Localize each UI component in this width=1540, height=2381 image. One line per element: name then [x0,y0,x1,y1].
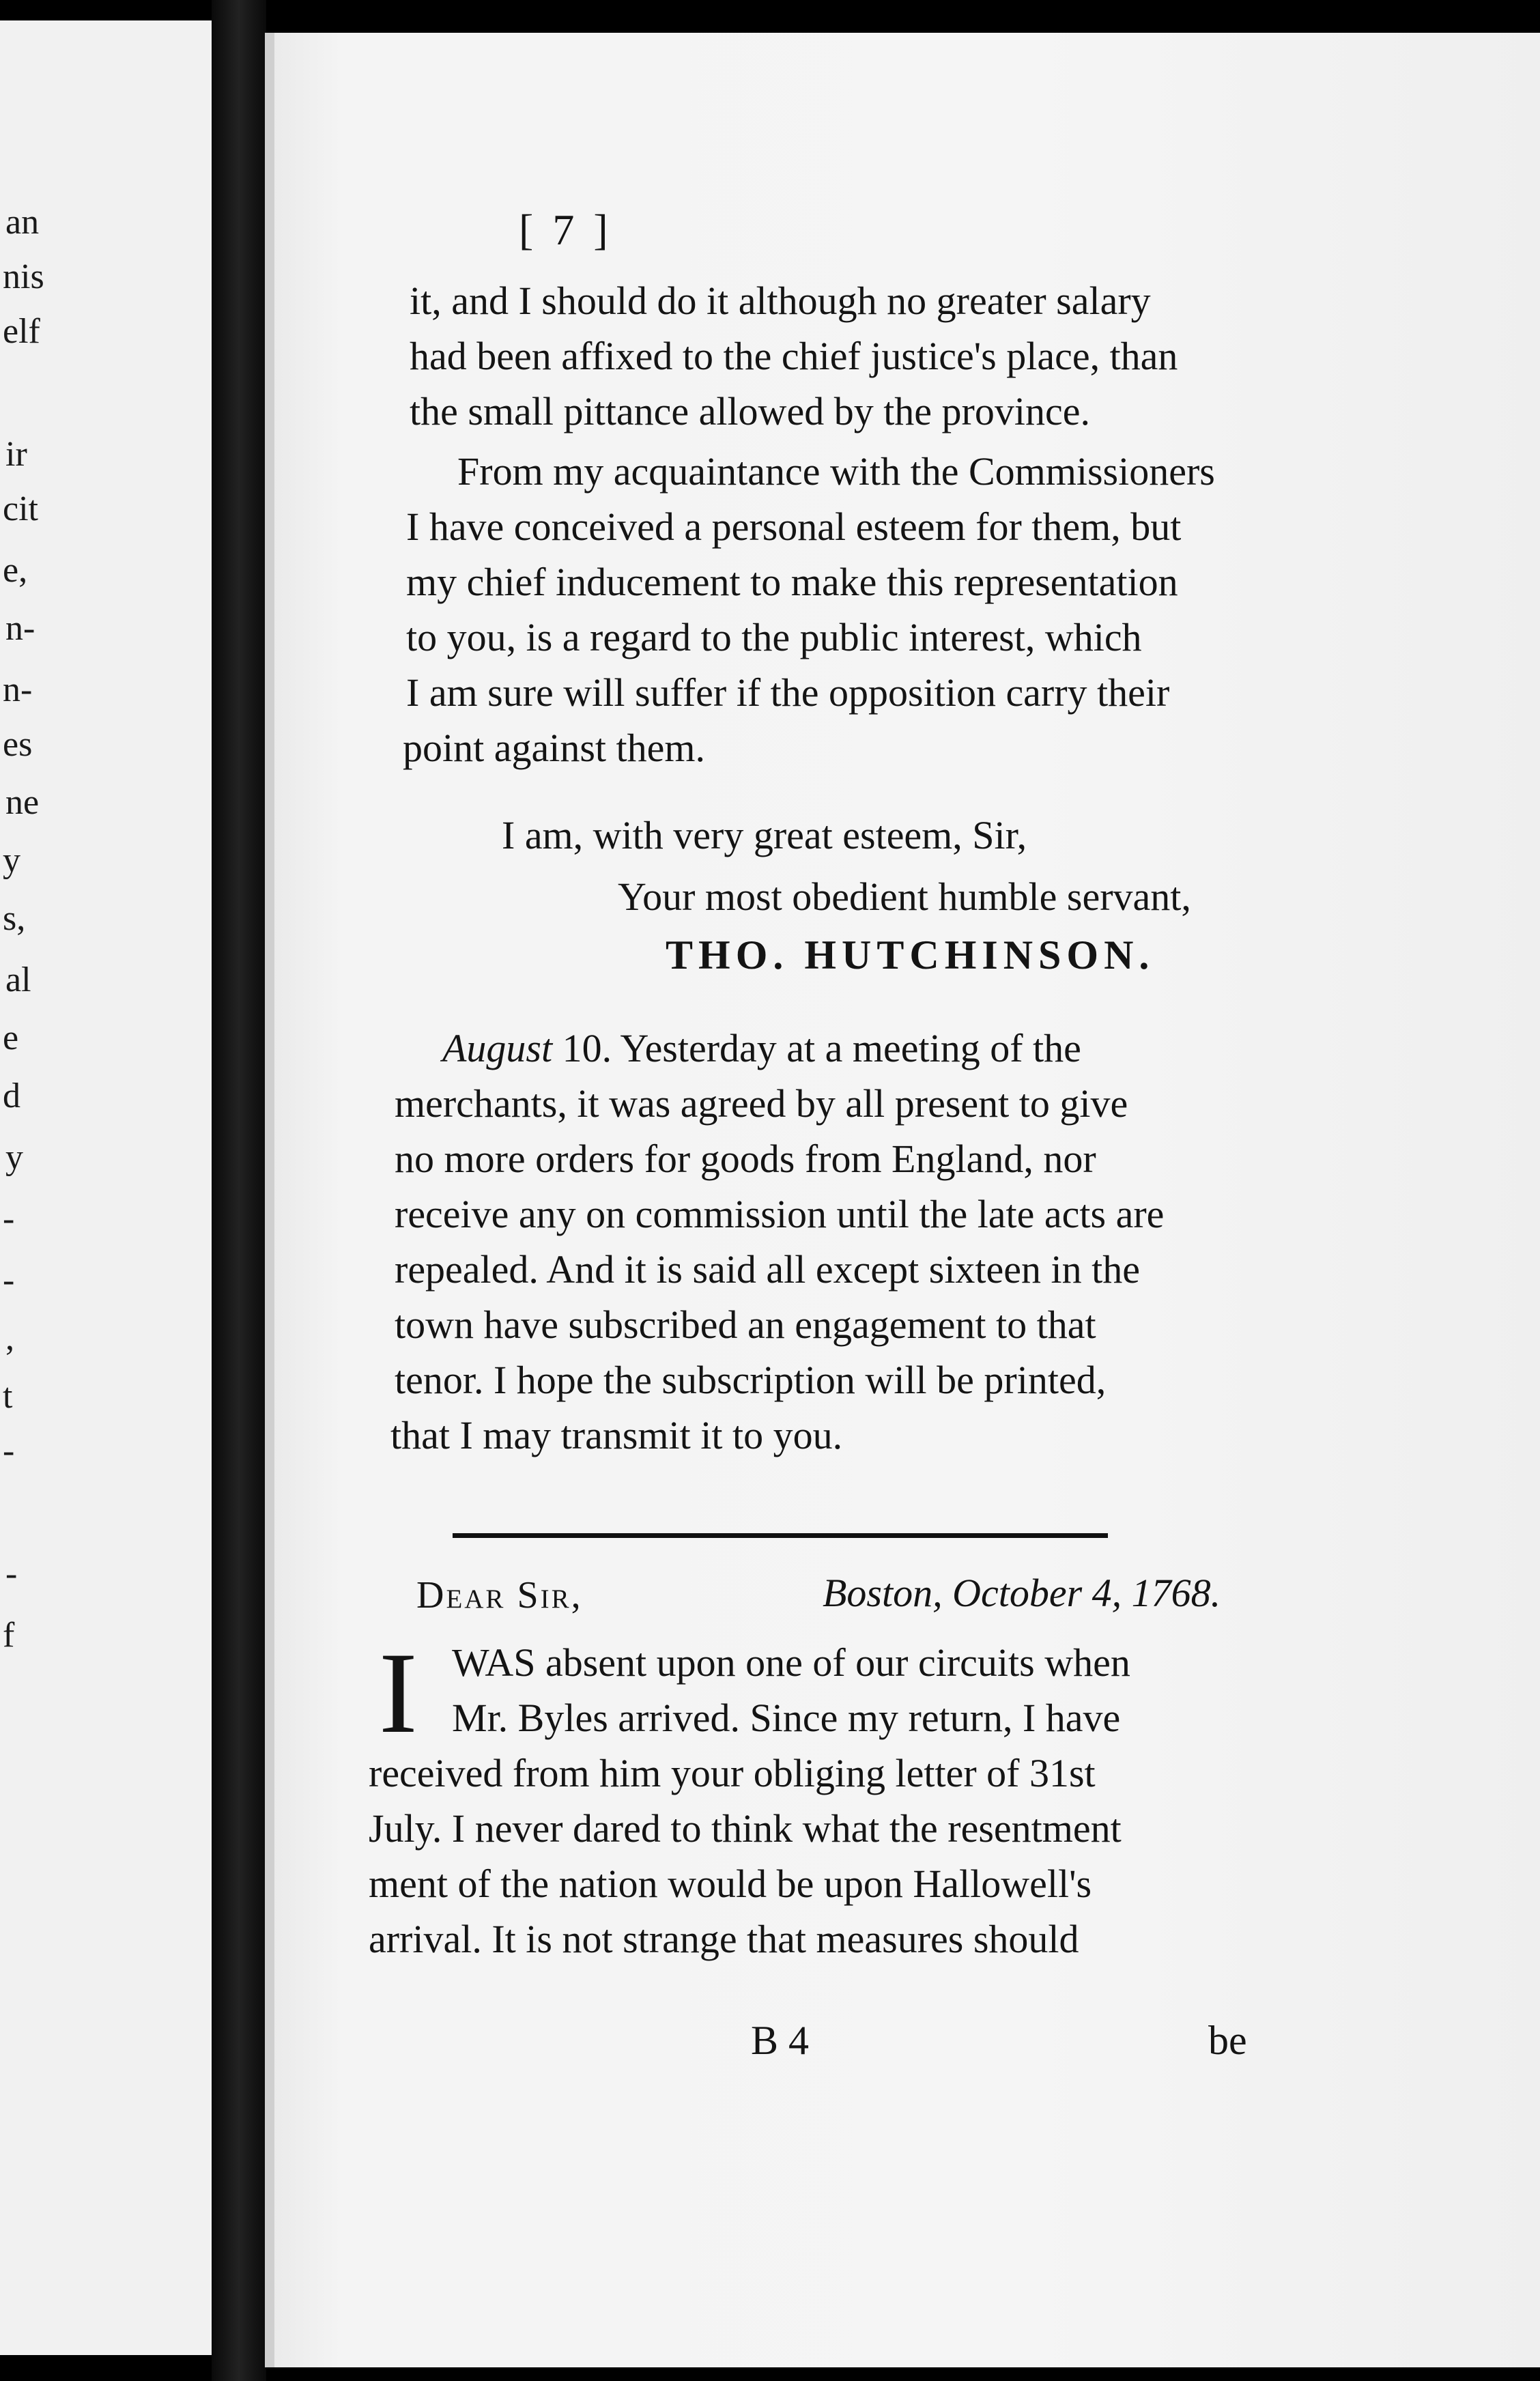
paragraph-commissioners [137,444,1297,775]
text-line: had been affixed to the chief justice's place, than [410,334,1178,378]
text-line [137,1021,1297,1076]
letter-body [137,1629,1297,1967]
text-line: I am sure will suffer if the opposition carry their [406,670,1170,715]
previous-page-fragment-text: al [5,960,31,999]
text-line: July. I never dared to think what the resentment [369,1806,1122,1851]
previous-page-fragment-text: ir [5,435,27,474]
previous-page-fragment-text: - [3,1431,15,1470]
previous-page-fragment-text: e [3,1018,19,1057]
previous-page-fragment-text: y [3,841,20,880]
paragraph-continued [137,273,1297,439]
text-line: town have subscribed an engagement to that [395,1302,1096,1347]
text-line: received from him your obliging letter of 31st [369,1751,1096,1795]
previous-page-fragment-text: y [5,1138,23,1177]
previous-page-fragment-text: d [3,1077,20,1115]
salutation: Dear Sir, [416,1574,583,1616]
text-line: WAS absent upon one of our circuits when [452,1640,1130,1685]
text-line: ment of the nation would be upon Hallowell's [369,1862,1092,1906]
text-line: merchants, it was agreed by all present to give [395,1081,1128,1126]
august-entry [137,1021,1297,1463]
previous-page-fragment-text: - [3,1199,15,1238]
text-line: it, and I should do it although no greater salary [410,279,1151,323]
previous-page-fragment-text: nis [3,257,44,296]
page-number: [ 7 ] [519,205,612,254]
text-line: to you, is a regard to the public interest, which [406,615,1142,659]
text-line: I have conceived a personal esteem for them, but [406,504,1182,549]
previous-page-fragment-text: es [3,725,33,764]
text-line: my chief inducement to make this representation [406,560,1178,604]
text-line: receive any on commission until the late acts are [395,1192,1165,1236]
previous-page-fragment-text: , [5,1319,14,1358]
previous-page-fragment-text: - [5,1554,18,1593]
text-line: tenor. I hope the subscription will be printed, [395,1358,1107,1402]
previous-page-fragment-text: s, [3,899,26,938]
text-line: repealed. And it is said all except sixteen in the [395,1247,1141,1292]
previous-page-fragment-text: - [3,1261,15,1300]
previous-page-fragment-text: an [5,203,40,242]
previous-page-fragment-text: f [3,1616,15,1655]
previous-page-fragment-text: n- [3,670,33,709]
text-line: arrival. It is not strange that measures should [369,1917,1079,1961]
drop-cap: I [379,1629,418,1757]
entry-day: 10. [562,1026,612,1070]
section-divider [453,1533,1108,1538]
text-line: From my acquaintance with the Commissioners [457,449,1215,494]
previous-page-fragment-text: t [3,1377,13,1416]
catchword: be [1208,2018,1247,2063]
previous-page-fragment-text: elf [3,312,40,351]
text-line: point against them. [403,726,705,770]
previous-page-fragment-text: n- [5,609,35,648]
previous-page-fragment-text: ne [5,783,40,822]
previous-page-fragment-text: cit [3,489,38,528]
entry-text: Yesterday at a meeting of the [620,1026,1081,1070]
closing-line: Your most obedient humble servant, [618,874,1191,919]
signature: THO. HUTCHINSON. [666,932,1155,978]
text-line: no more orders for goods from England, nor [395,1137,1096,1181]
dateline: Boston, October 4, 1768. [823,1571,1221,1615]
previous-page-fragment-text: e, [3,551,28,590]
closing-line: I am, with very great esteem, Sir, [502,813,1027,857]
text-line: the small pittance allowed by the province. [410,389,1090,433]
entry-date: August [442,1026,553,1070]
text-line: Mr. Byles arrived. Since my return, I have [452,1696,1121,1740]
text-line: that I may transmit it to you. [390,1413,843,1457]
signature-mark: B 4 [751,2018,810,2063]
